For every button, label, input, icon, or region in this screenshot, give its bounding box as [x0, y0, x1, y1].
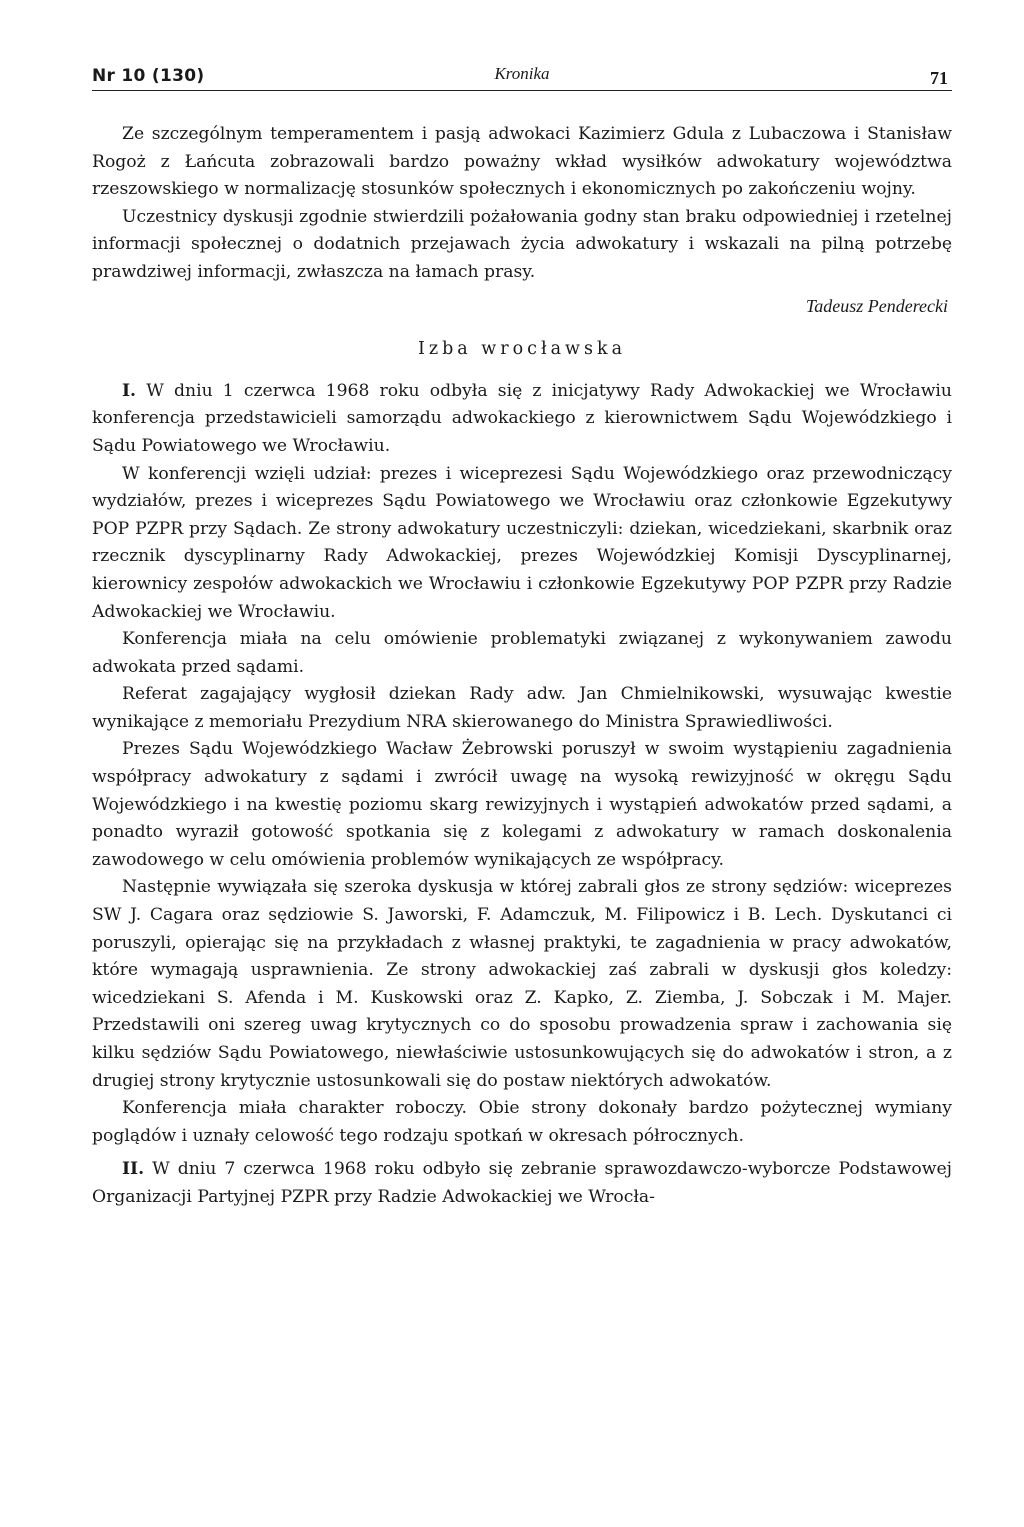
section-numeral: II.: [122, 1159, 145, 1180]
page-number: 71: [930, 68, 948, 88]
paragraph: Ze szczególnym temperamentem i pasją adwokaci Kazimierz Gdula z Lubaczowa i Stanisław Rogoż z Łańcuta zobrazowali bardzo poważny wkład wysiłków adwokatury województwa rzeszowskiego w normalizację stosunków społecznych i ekonomicznych po zakończeniu wojny.: [92, 124, 952, 200]
issue-number: Nr 10 (130): [92, 66, 205, 86]
section-numeral: I.: [122, 380, 137, 401]
paragraph-text: W dniu 7 czerwca 1968 roku odbyło się zebranie sprawozdawczo-wyborcze Podstawowej Organizacji Partyjnej PZPR przy Radzie Adwokackiej we Wrocła-: [92, 1159, 952, 1207]
paragraph: Następnie wywiązała się szeroka dyskusja w której zabrali głos ze strony sędziów: wiceprezes SW J. Cagara oraz sędziowie S. Jaworski, F. Adamczuk, M. Filipowicz i B. Lech. Dyskutanci ci poruszyli, opierając się na przykładach z własnej praktyki, te zagadnienia w pracy adwokatów, które wymagają usprawnienia. Ze strony adwokackiej zaś zabrali w dyskusji głos koledzy: wicedziekani S. Afenda i M. Kuskowski oraz Z. Kapko, Z. Ziemba, J. Sobczak i M. Majer. Przedstawili oni szereg uwag krytycznych co do sposobu prowadzenia spraw i zachowania się kilku sędziów Sądu Powiatowego, niewłaściwie ustosunkowujących się do adwokatów i stron, a z drugiej strony krytycznie ustosunkowali się do postaw niektórych adwokatów.: [92, 877, 952, 1091]
author-signature: Tadeusz Penderecki: [805, 295, 948, 316]
paragraph: W konferencji wzięli udział: prezes i wiceprezesi Sądu Wojewódzkiego oraz przewodniczący wydziałów, prezes i wiceprezes Sądu Powiatowego we Wrocławiu oraz członkowie Egzekutywy POP PZPR przy Sądach. Ze strony adwokatury uczestniczyli: dziekan, wicedziekani, skarbnik oraz rzecznik dyscyplinarny Rady Adwokackiej, prezes Wojewódzkiej Komisji Dyscyplinarnej, kierownicy zespołów adwokackich we Wrocławiu i członkowie Egzekutywy POP PZPR przy Radzie Adwokackiej we Wrocławiu.: [92, 463, 952, 622]
paragraph: [92, 1156, 952, 1211]
section-name: Kronika: [494, 64, 550, 83]
paragraph: Konferencja miała charakter roboczy. Obie strony dokonały bardzo pożytecznej wymiany poglądów i uznały celowość tego rodzaju spotkań w okresach półrocznych.: [92, 1098, 952, 1146]
paragraph: Referat zagajający wygłosił dziekan Rady adw. Jan Chmielnikowski, wysuwając kwestie wynikające z memoriału Prezydium NRA skierowanego do Ministra Sprawiedliwości.: [92, 684, 952, 732]
running-header: [92, 58, 952, 91]
paragraph: Prezes Sądu Wojewódzkiego Wacław Żebrowski poruszył w swoim wystąpieniu zagadnienia współpracy adwokatury z sądami i zwrócił uwagę na wysoką rewizyjność w okręgu Sądu Wojewódzkiego i na kwestię poziomu skarg rewizyjnych i wystąpień adwokatów przed sądami, a ponadto wyraził gotowość spotkania się z kolegami z adwokatury w ramach doskonalenia zawodowego w celu omówienia problemów wynikających ze współpracy.: [92, 739, 952, 870]
document-page: [92, 58, 952, 1212]
article-body: [92, 121, 952, 1212]
section-heading: Izba wrocławska: [417, 339, 627, 360]
paragraph-text: W dniu 1 czerwca 1968 roku odbyła się z inicjatywy Rady Adwokackiej we Wrocławiu konferencja przedstawicieli samorządu adwokackiego z kierownictwem Sądu Wojewódzkiego i Sądu Powiatowego we Wrocławiu.: [92, 380, 952, 456]
paragraph: Uczestnicy dyskusji zgodnie stwierdzili pożałowania godny stan braku odpowiedniej i rzetelnej informacji społecznej o dodatnich przejawach życia adwokatury i wskazali na pilną potrzebę prawdziwej informacji, zwłaszcza na łamach prasy.: [92, 206, 952, 282]
paragraph: [92, 378, 952, 461]
paragraph: Konferencja miała na celu omówienie problematyki związanej z wykonywaniem zawodu adwokata przed sądami.: [92, 629, 952, 677]
